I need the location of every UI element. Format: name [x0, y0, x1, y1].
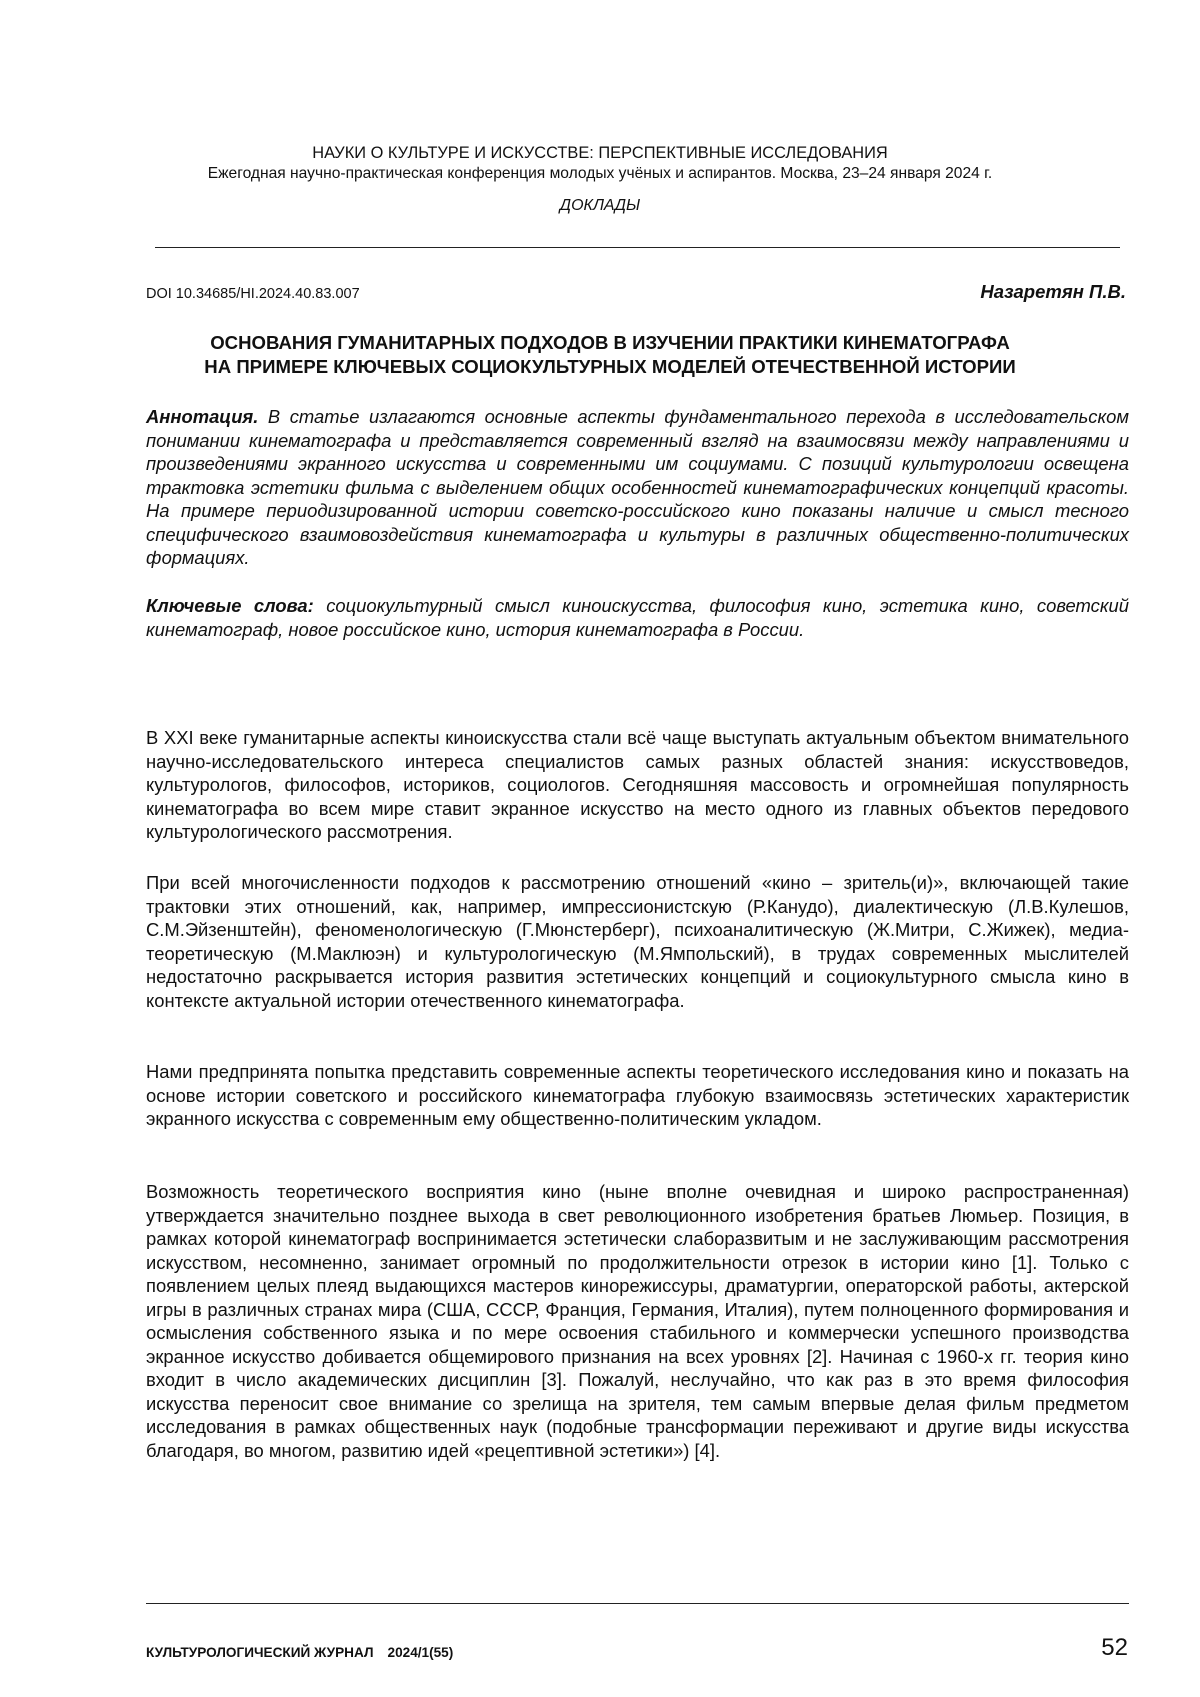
abstract [146, 405, 1129, 570]
page-number: 52 [1101, 1634, 1128, 1661]
section-label: ДОКЛАДЫ [559, 197, 641, 214]
author: Назаретян П.В. [980, 281, 1126, 302]
article-title-line-2: НА ПРИМЕРЕ КЛЮЧЕВЫХ СОЦИОКУЛЬТУРНЫХ МОДЕЛЕЙ ОТЕЧЕСТВЕННОЙ ИСТОРИИ [204, 356, 1016, 377]
body-paragraph-1: В XXI веке гуманитарные аспекты киноискусства стали всё чаще выступать актуальным объектом внимательного научно-исследовательского интереса специалистов самых разных областей знания: искусствоведов, культурологов, философов, историков, социологов. Сегодняшняя массовость и огромнейшая популярность кинематографа во всем мире ставит экранное искусство на место одного из главных объектов передового культурологического рассмотрения. [146, 727, 1129, 842]
journal-issue: 2024/1(55) [387, 1645, 454, 1660]
conference-title: НАУКИ О КУЛЬТУРЕ И ИСКУССТВЕ: ПЕРСПЕКТИВНЫЕ ИССЛЕДОВАНИЯ [312, 144, 888, 162]
abstract-text: В статье излагаются основные аспекты фундаментального перехода в исследовательском понимании кинематографа и представляется современный взгляд на взаимосвязи между направлениями и произведениями экранного искусства и современными им социумами. С позиций культурологии освещена трактовка эстетики фильма с выделением общих особенностей кинематографических концепций красоты. На примере периодизированной истории советско-российского кино показаны наличие и смысл тесного специфического взаимовоздействия кинематографа и культуры в различных общественно-политических формациях. [146, 406, 1129, 568]
journal-name: КУЛЬТУРОЛОГИЧЕСКИЙ ЖУРНАЛ [146, 1645, 374, 1660]
conference-subtitle: Ежегодная научно-практическая конференция молодых учёных и аспирантов. Москва, 23–24 января 2024 г. [207, 165, 993, 182]
header-divider [155, 247, 1120, 248]
keywords-label: Ключевые слова: [146, 595, 314, 616]
body-paragraph-2: При всей многочисленности подходов к рассмотрению отношений «кино – зритель(и)», включающей такие трактовки этих отношений, как, например, импрессионистскую (Р.Канудо), диалектическую (Л.В.Кулешов, С.М.Эйзенштейн), феноменологическую (Г.Мюнстерберг), психоаналитическую (Ж.Митри, С.Жижек), медиа-теоретическую (М.Маклюэн) и культурологическую (М.Ямпольский), в трудах современных мыслителей недостаточно раскрывается история развития эстетических концепций и социокультурного смысла кино в контексте актуальной истории отечественного кинематографа. [146, 872, 1129, 1011]
abstract-label: Аннотация. [146, 406, 259, 427]
body-paragraph-4: Возможность теоретического восприятия кино (ныне вполне очевидная и широко распространенная) утверждается значительно позднее выхода в свет революционного изобретения братьев Люмьер. Позиция, в рамках которой кинематограф воспринимается эстетически слаборазвитым и не заслуживающим рассмотрения искусством, несомненно, занимает огромный по продолжительности отрезок в истории кино [1]. Только с появлением целых плеяд выдающихся мастеров кинорежиссуры, драматургии, операторской работы, актерской игры в различных странах мира (США, СССР, Франция, Германия, Италия), путем полноценного формирования и осмысления собственного языка и по мере освоения стабильного и коммерчески успешного производства экранное искусство добивается общемирового признания на всех уровнях [2]. Начиная с 1960-х гг. теория кино входит в число академических дисциплин [3]. Пожалуй, неслучайно, что как раз в это время философия искусства переносит свое внимание со зрелища на зрителя, тем самым впервые делая фильм предметом исследования в рамках общественных наук (подобные трансформации переживают и другие виды искусства благодаря, во многом, развитию идей «рецептивной эстетики») [4]. [146, 1181, 1129, 1461]
article-title [130, 331, 1090, 379]
body-paragraph-3: Нами предпринята попытка представить современные аспекты теоретического исследования кино и показать на основе истории советского и российского кинематографа глубокую взаимосвязь эстетических характеристик экранного искусства с современным ему общественно-политическим укладом. [146, 1061, 1129, 1129]
keywords [146, 594, 1129, 641]
footer-journal [146, 1644, 453, 1662]
keywords-text: социокультурный смысл киноискусства, философия кино, эстетика кино, советский кинематограф, новое российское кино, история кинематографа в России. [146, 595, 1130, 640]
doi: DOI 10.34685/HI.2024.40.83.007 [146, 286, 360, 302]
article-title-line-1: ОСНОВАНИЯ ГУМАНИТАРНЫХ ПОДХОДОВ В ИЗУЧЕНИИ ПРАКТИКИ КИНЕМАТОГРАФА [210, 332, 1010, 353]
footer-divider [146, 1603, 1129, 1604]
